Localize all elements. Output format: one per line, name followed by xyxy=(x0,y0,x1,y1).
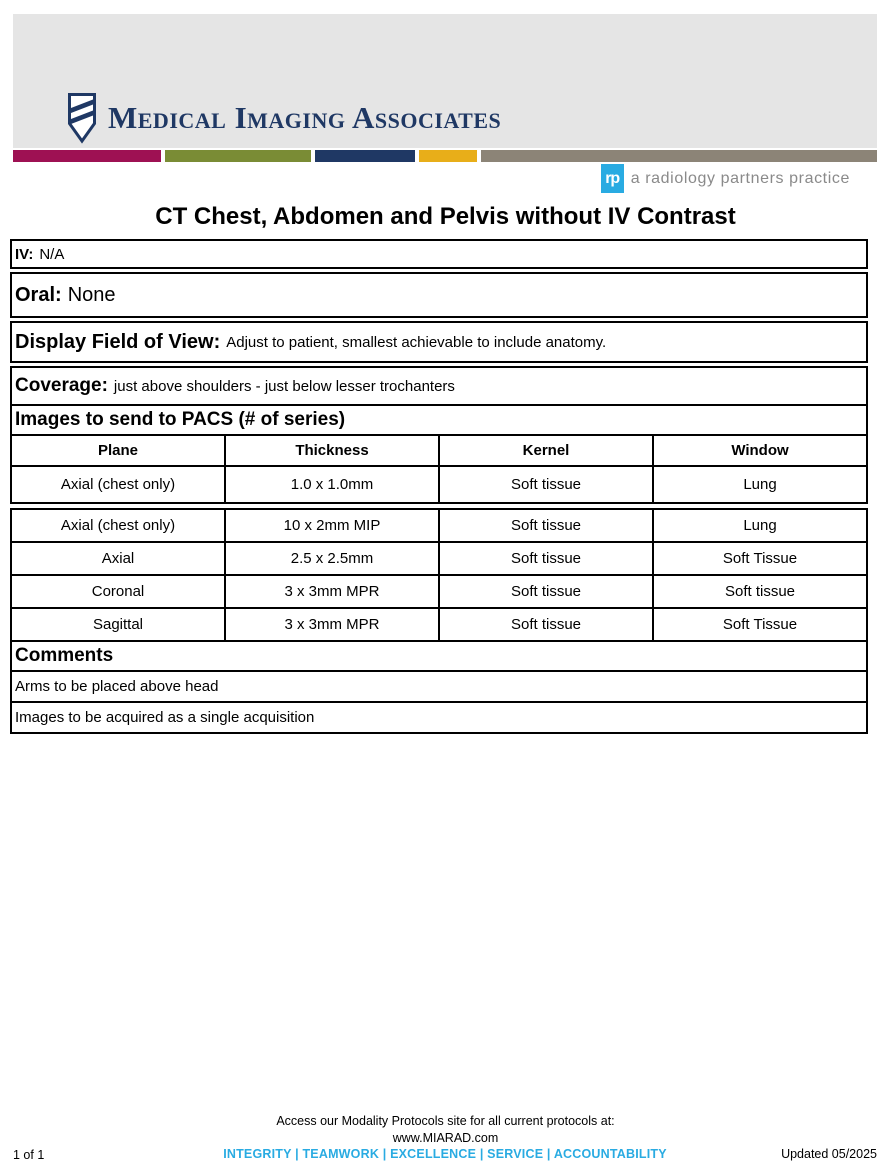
rp-logo-icon: rp xyxy=(601,164,624,193)
page-title: CT Chest, Abdomen and Pelvis without IV Contrast xyxy=(155,203,736,230)
updated-date: Updated 05/2025 xyxy=(781,1147,877,1161)
comments-section-title xyxy=(10,640,868,672)
shield-logo-icon xyxy=(67,92,97,144)
cell-plane: Axial (chest only) xyxy=(11,466,225,503)
cell-plane: Coronal xyxy=(11,575,225,608)
footer-values-line: INTEGRITY | TEAMWORK | EXCELLENCE | SERVICE | ACCOUNTABILITY xyxy=(223,1147,667,1161)
cell-window: Lung xyxy=(653,509,867,542)
field-value: N/A xyxy=(39,245,65,263)
tagline-row xyxy=(601,164,850,193)
header-band xyxy=(13,14,877,148)
section-title-text: Images to send to PACS (# of series) xyxy=(15,409,346,430)
cell-plane: Axial (chest only) xyxy=(11,509,225,542)
field-label: Coverage: xyxy=(15,375,108,396)
field-value: None xyxy=(67,283,116,306)
footer-access-line1: Access our Modality Protocols site for all current protocols at: xyxy=(276,1114,615,1128)
cell-thickness: 10 x 2mm MIP xyxy=(225,509,439,542)
page-number: 1 of 1 xyxy=(13,1148,45,1162)
field-row-oral xyxy=(10,272,868,318)
comment-text: Images to be acquired as a single acquisition xyxy=(15,709,315,726)
cell-thickness: 3 x 3mm MPR xyxy=(225,608,439,641)
field-row-display-fov xyxy=(10,321,868,363)
column-header-plane: Plane xyxy=(11,435,225,466)
pacs-section-title xyxy=(10,404,868,436)
org-name: Medical Imaging Associates xyxy=(108,100,502,135)
cell-thickness: 3 x 3mm MPR xyxy=(225,575,439,608)
comment-text: Arms to be placed above head xyxy=(15,678,219,695)
bar-segment-crimson xyxy=(13,150,161,162)
table-row xyxy=(11,608,867,641)
bar-segment-olive xyxy=(165,150,311,162)
cell-window: Soft Tissue xyxy=(653,608,867,641)
field-label: Oral: xyxy=(15,283,62,306)
cell-kernel: Soft tissue xyxy=(439,466,653,503)
field-label: Display Field of View: xyxy=(15,330,221,353)
section-title-text: Comments xyxy=(15,645,114,666)
column-header-thickness: Thickness xyxy=(225,435,439,466)
cell-thickness: 2.5 x 2.5mm xyxy=(225,542,439,575)
table-row xyxy=(11,466,867,503)
cell-window: Soft tissue xyxy=(653,575,867,608)
cell-thickness: 1.0 x 1.0mm xyxy=(225,466,439,503)
brand-lockup xyxy=(67,92,501,144)
protocol-content xyxy=(10,239,868,734)
column-header-kernel: Kernel xyxy=(439,435,653,466)
field-value: Adjust to patient, smallest achievable to include anatomy. xyxy=(226,333,607,351)
comment-item xyxy=(10,701,868,734)
table-row xyxy=(11,509,867,542)
bar-segment-taupe xyxy=(481,150,877,162)
cell-plane: Axial xyxy=(11,542,225,575)
pacs-table-group2 xyxy=(10,508,868,642)
cell-kernel: Soft tissue xyxy=(439,575,653,608)
cell-window: Lung xyxy=(653,466,867,503)
table-row xyxy=(11,575,867,608)
footer-bottom-row xyxy=(13,1147,877,1163)
field-row-coverage xyxy=(10,366,868,406)
cell-kernel: Soft tissue xyxy=(439,608,653,641)
field-value: just above shoulders - just below lesser trochanters xyxy=(113,377,455,395)
field-label: IV: xyxy=(15,245,34,263)
pacs-table-group1 xyxy=(10,434,868,504)
cell-kernel: Soft tissue xyxy=(439,542,653,575)
footer-access-url: www.MIARAD.com xyxy=(392,1131,499,1145)
footer-access-block xyxy=(0,1114,891,1145)
bar-segment-gold xyxy=(419,150,477,162)
cell-plane: Sagittal xyxy=(11,608,225,641)
comment-item xyxy=(10,670,868,703)
tagline-text: a radiology partners practice xyxy=(630,169,850,187)
color-divider-bar xyxy=(13,150,877,162)
cell-kernel: Soft tissue xyxy=(439,509,653,542)
cell-window: Soft Tissue xyxy=(653,542,867,575)
field-row-iv xyxy=(10,239,868,269)
bar-segment-navy xyxy=(315,150,415,162)
column-header-window: Window xyxy=(653,435,867,466)
table-row xyxy=(11,542,867,575)
table-header-row xyxy=(11,435,867,466)
